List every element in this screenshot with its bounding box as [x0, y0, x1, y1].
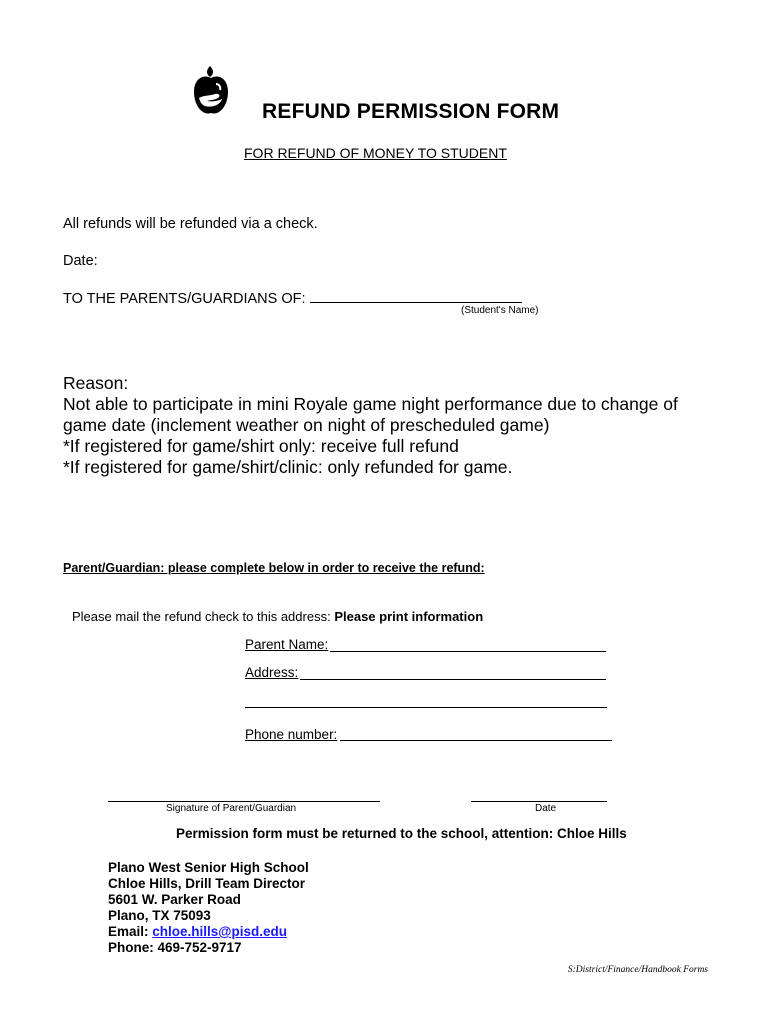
guardian-section-heading: Parent/Guardian: please complete below in order to receive the refund: — [63, 561, 485, 575]
city-state-zip: Plano, TX 75093 — [108, 908, 211, 923]
signature-caption: Signature of Parent/Guardian — [166, 803, 297, 814]
reason-line: *If registered for game/shirt only: receive full refund — [63, 436, 459, 456]
parent-name-row — [245, 637, 328, 652]
student-name-field[interactable] — [310, 288, 522, 303]
date-label: Date: — [63, 253, 98, 269]
reason-line: Not able to participate in mini Royale game night performance due to change of — [63, 394, 678, 414]
email-link[interactable]: chloe.hills@pisd.edu — [152, 924, 287, 939]
address-field[interactable] — [300, 679, 606, 680]
school-name: Plano West Senior High School — [108, 860, 309, 875]
phone-label: Phone number: — [245, 727, 338, 742]
phone-line: Phone: 469-752-9717 — [108, 940, 242, 955]
return-notice: Permission form must be returned to the school, attention: Chloe Hills — [176, 826, 627, 841]
parent-name-field[interactable] — [330, 651, 606, 652]
reason-line: game date (inclement weather on night of prescheduled game) — [63, 415, 550, 435]
school-address — [108, 860, 309, 956]
school-logo — [188, 62, 234, 124]
signature-field[interactable] — [108, 801, 380, 802]
form-subtitle: FOR REFUND OF MONEY TO STUDENT — [244, 145, 507, 161]
footer-path: S:District/Finance/Handbook Forms — [567, 965, 708, 975]
address-field-line-2[interactable] — [245, 707, 607, 708]
parents-label: TO THE PARENTS/GUARDIANS OF: — [63, 291, 306, 307]
date-caption: Date — [535, 803, 557, 814]
reason-line: *If registered for game/shirt/clinic: only refunded for game. — [63, 457, 513, 477]
reason-heading: Reason: — [63, 373, 129, 393]
date-field[interactable] — [471, 801, 607, 802]
street-address: 5601 W. Parker Road — [108, 892, 241, 907]
address-label: Address: — [245, 665, 299, 680]
refund-note: All refunds will be refunded via a check. — [63, 216, 318, 232]
mail-instruction — [72, 609, 483, 624]
parents-line — [63, 288, 522, 307]
address-row — [245, 665, 298, 680]
mail-emphasis: Please print information — [334, 609, 484, 624]
email-line — [108, 924, 309, 940]
student-name-caption: (Student's Name) — [461, 305, 539, 316]
email-label: Email: — [108, 924, 153, 939]
mail-instruction-text: Please mail the refund check to this address: — [72, 609, 331, 624]
reason-block — [63, 373, 678, 478]
form-title: REFUND PERMISSION FORM — [262, 100, 560, 123]
parent-name-label: Parent Name: — [245, 637, 329, 652]
contact-name: Chloe Hills, Drill Team Director — [108, 876, 306, 891]
apple-hand-logo-icon — [188, 62, 234, 124]
phone-row — [245, 727, 337, 742]
phone-field[interactable] — [340, 740, 612, 741]
